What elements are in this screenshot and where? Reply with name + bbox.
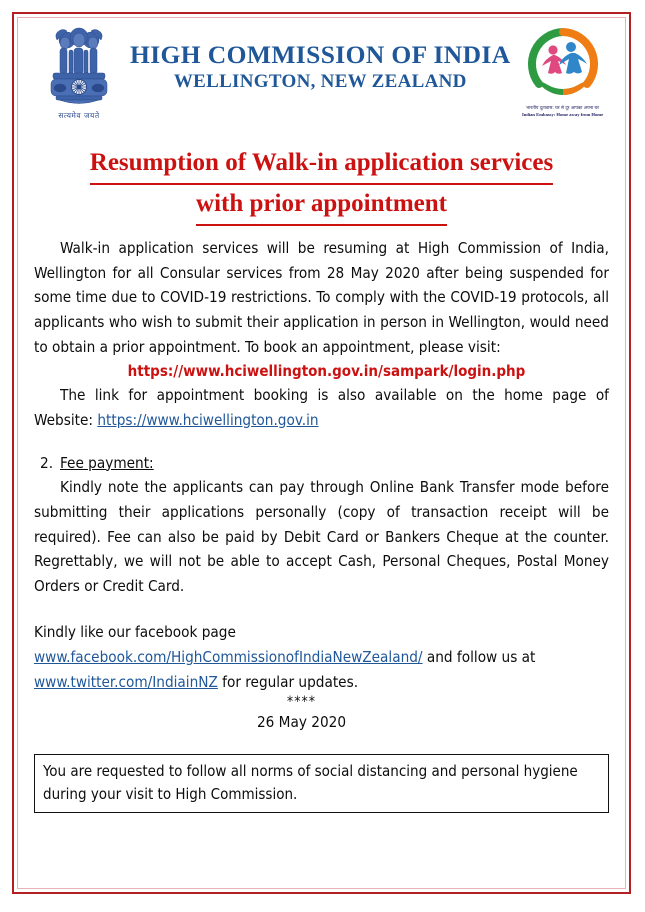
- section-number: 2.: [40, 453, 54, 472]
- website-url-link[interactable]: https://www.hciwellington.gov.in: [97, 411, 319, 430]
- document-title: [34, 144, 609, 226]
- document-body: [34, 226, 609, 734]
- spacer: [34, 598, 609, 620]
- emblem-block: [34, 22, 124, 121]
- twitter-suffix-text: for regular updates.: [217, 672, 359, 691]
- organization-title: HIGH COMMISSION OF INDIA: [130, 40, 511, 69]
- embassy-logo-block: [511, 22, 615, 117]
- social-distancing-notice-box: [34, 754, 609, 814]
- spacer: [34, 226, 609, 236]
- document-content: [34, 22, 609, 813]
- social-distancing-notice-text: You are requested to follow all norms of social distancing and personal hygiene during your visit to High Commission.: [43, 761, 578, 804]
- ashoka-lion-capital-emblem-icon: [43, 26, 115, 110]
- organization-location: WELLINGTON, NEW ZEALAND: [173, 71, 467, 93]
- paragraph-fee-payment: Kindly note the applicants can pay through Online Bank Transfer mode before submitting their applications personally (copy of transaction receipt will be required). Fee can also be paid by Debit Card or Bankers Cheque at the counter. Regrettably, we will not be able to accept Cash, Personal Cheques, Postal Money Orders or Credit Card.: [34, 478, 609, 595]
- header-titles: [124, 22, 511, 94]
- facebook-url-link[interactable]: www.facebook.com/HighCommissionofIndiaNewZealand/: [34, 648, 423, 667]
- spacer: [34, 433, 609, 451]
- paragraph-website-link: [34, 383, 609, 432]
- twitter-line: [34, 670, 609, 695]
- emblem-motto: सत्यमेव जयते: [58, 111, 100, 120]
- embassy-logo-caption-hindi: भारतीय दूतावास: घर से दूर आपका अपना घर: [526, 106, 599, 111]
- indian-embassy-logo-icon: [519, 24, 607, 104]
- embassy-logo-caption-english: Indian Embassy: Home away from Home: [521, 111, 604, 117]
- section-fee-payment-heading: [34, 451, 609, 476]
- social-intro-text: Kindly like our facebook page: [34, 623, 236, 642]
- paragraph-intro: Walk-in application services will be resuming at High Commission of India, Wellington for all Consular services from 28 May 2020 after being suspended for some time due to COVID-19 restrictions. To comply with the COVID-19 protocols, all applicants who wish to submit their application in person in Wellington, would need to obtain a prior appointment. To book an appointment, please visit:: [34, 239, 609, 356]
- social-media-block: [34, 620, 609, 694]
- appointment-url[interactable]: https://www.hciwellington.gov.in/sampark/login.php: [127, 362, 526, 381]
- section-heading: Fee payment:: [60, 453, 154, 472]
- separator-asterisks: ****: [286, 694, 317, 711]
- facebook-line: [34, 645, 609, 670]
- document-header: [34, 22, 609, 132]
- document-title-line-1: Resumption of Walk-in application services: [90, 144, 553, 185]
- twitter-url-link[interactable]: www.twitter.com/IndiainNZ: [34, 672, 218, 691]
- document-title-line-2: with prior appointment: [196, 185, 447, 226]
- document-date: 26 May 2020: [256, 713, 347, 732]
- paragraph-website-link-text: The link for appointment booking is also available on the home page of Website:: [34, 386, 609, 430]
- facebook-suffix-text: and follow us at: [422, 648, 536, 667]
